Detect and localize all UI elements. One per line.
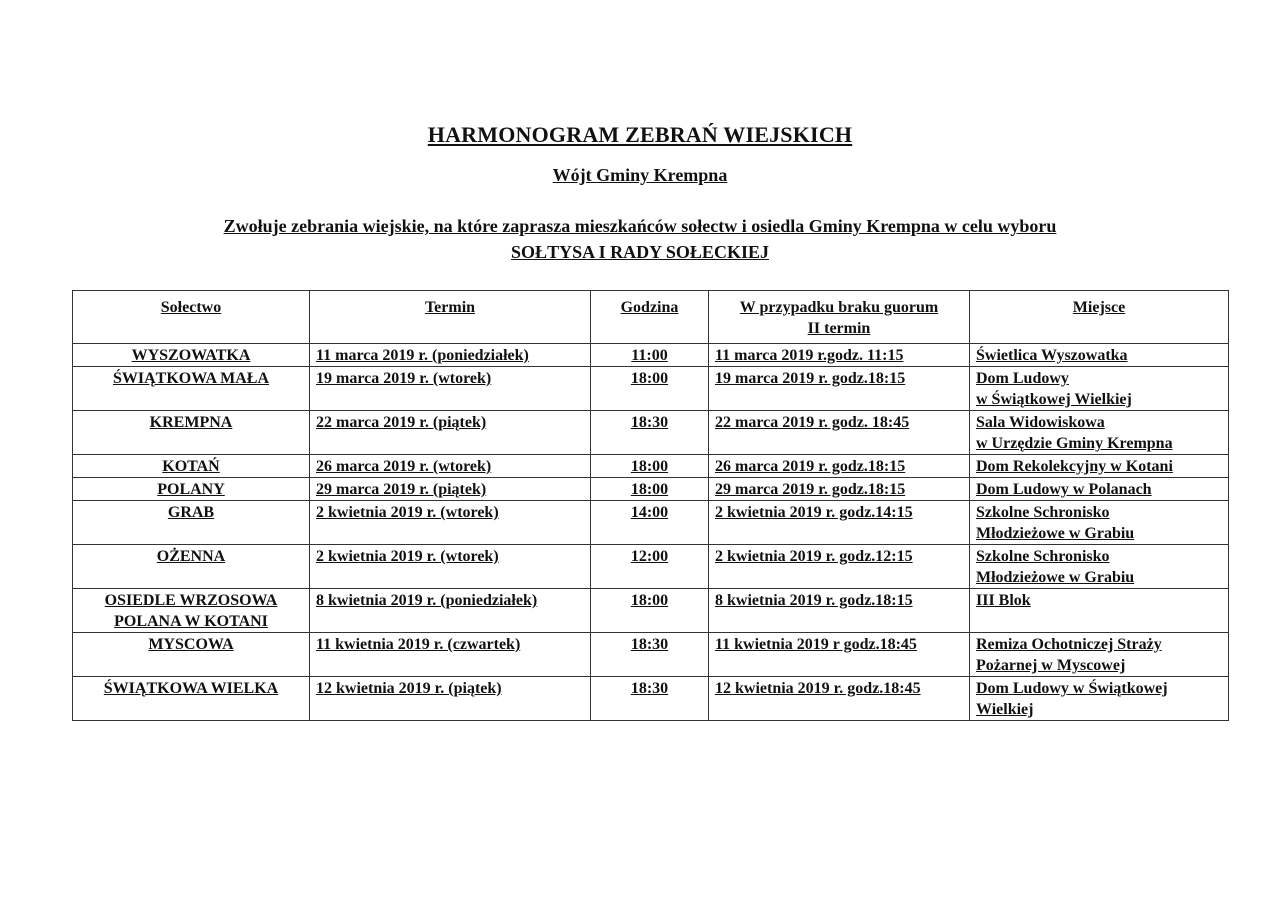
intro-emphasis: SOŁTYSA I RADY SOŁECKIEJ (511, 242, 769, 262)
cell-miejsce (970, 677, 1229, 721)
cell-termin: 22 marca 2019 r. (piątek) (310, 411, 591, 455)
col-header-solectwo: Sołectwo (73, 291, 310, 344)
cell-solectwo (73, 501, 310, 545)
cell-termin: 8 kwietnia 2019 r. (poniedziałek) (310, 589, 591, 633)
cell-miejsce (970, 344, 1229, 367)
intro-text: Zwołuje zebrania wiejskie, na które zaprasza mieszkańców sołectw i osiedla Gminy Krempna w celu wyboru (223, 216, 1057, 236)
table-row (73, 367, 1229, 411)
miejsce-line2: Młodzieżowe w Grabiu (976, 569, 1135, 586)
col-header-ii-termin (709, 291, 970, 344)
cell-solectwo (73, 367, 310, 411)
table-row (73, 344, 1229, 367)
cell-solectwo (73, 545, 310, 589)
table-row (73, 478, 1229, 501)
cell-godzina: 14:00 (591, 501, 709, 545)
col-header-miejsce: Miejsce (970, 291, 1229, 344)
miejsce-line1: III Blok (976, 592, 1031, 609)
cell-solectwo (73, 478, 310, 501)
cell-solectwo (73, 633, 310, 677)
cell-solectwo (73, 411, 310, 455)
solectwo-name: OŻENNA (156, 548, 226, 565)
solectwo-name: ŚWIĄTKOWA WIELKA (103, 680, 279, 697)
miejsce-line1: Świetlica Wyszowatka (976, 347, 1128, 364)
miejsce-line2: Młodzieżowe w Grabiu (976, 525, 1135, 542)
cell-ii-termin: 2 kwietnia 2019 r. godz.12:15 (709, 545, 970, 589)
table-row (73, 677, 1229, 721)
miejsce-line1: Remiza Ochotniczej Straży (976, 636, 1162, 653)
cell-miejsce (970, 455, 1229, 478)
document-title: HARMONOGRAM ZEBRAŃ WIEJSKICH (427, 122, 853, 147)
cell-miejsce (970, 501, 1229, 545)
miejsce-line2: Pożarnej w Myscowej (976, 657, 1126, 674)
cell-termin: 2 kwietnia 2019 r. (wtorek) (310, 545, 591, 589)
cell-ii-termin: 29 marca 2019 r. godz.18:15 (709, 478, 970, 501)
solectwo-name: KOTAŃ (162, 458, 220, 475)
cell-godzina: 18:00 (591, 478, 709, 501)
solectwo-name: ŚWIĄTKOWA MAŁA (112, 370, 270, 387)
cell-solectwo (73, 344, 310, 367)
miejsce-line1: Dom Rekolekcyjny w Kotani (976, 458, 1173, 475)
miejsce-line2: Wielkiej (976, 701, 1034, 718)
cell-ii-termin: 26 marca 2019 r. godz.18:15 (709, 455, 970, 478)
table-row (73, 455, 1229, 478)
cell-miejsce (970, 411, 1229, 455)
solectwo-name: POLANY (157, 481, 225, 498)
miejsce-line1: Sala Widowiskowa (976, 414, 1105, 431)
miejsce-line1: Dom Ludowy (976, 370, 1069, 387)
cell-godzina: 11:00 (591, 344, 709, 367)
cell-ii-termin: 11 kwietnia 2019 r godz.18:45 (709, 633, 970, 677)
cell-ii-termin: 2 kwietnia 2019 r. godz.14:15 (709, 501, 970, 545)
solectwo-name: OSIEDLE WRZOSOWA (104, 592, 278, 609)
cell-ii-termin: 12 kwietnia 2019 r. godz.18:45 (709, 677, 970, 721)
col-header-ii-termin-line2: II termin (807, 320, 871, 337)
table-row (73, 411, 1229, 455)
cell-termin: 11 kwietnia 2019 r. (czwartek) (310, 633, 591, 677)
miejsce-line1: Dom Ludowy w Polanach (976, 481, 1152, 498)
table-row (73, 589, 1229, 633)
cell-ii-termin: 19 marca 2019 r. godz.18:15 (709, 367, 970, 411)
cell-ii-termin: 11 marca 2019 r.godz. 11:15 (709, 344, 970, 367)
solectwo-name-line2: POLANA W KOTANI (114, 613, 268, 630)
cell-ii-termin: 8 kwietnia 2019 r. godz.18:15 (709, 589, 970, 633)
cell-termin: 12 kwietnia 2019 r. (piątek) (310, 677, 591, 721)
cell-miejsce (970, 367, 1229, 411)
solectwo-name: WYSZOWATKA (131, 347, 251, 364)
cell-godzina: 12:00 (591, 545, 709, 589)
table-row (73, 545, 1229, 589)
solectwo-name: KREMPNA (149, 414, 233, 431)
cell-godzina: 18:00 (591, 455, 709, 478)
solectwo-name: MYSCOWA (148, 636, 234, 653)
miejsce-line1: Szkolne Schronisko (976, 548, 1110, 565)
cell-miejsce (970, 545, 1229, 589)
cell-godzina: 18:00 (591, 367, 709, 411)
miejsce-line1: Dom Ludowy w Świątkowej (976, 680, 1168, 697)
document-subtitle: Wójt Gminy Krempna (552, 165, 728, 185)
table-row (73, 633, 1229, 677)
cell-ii-termin: 22 marca 2019 r. godz. 18:45 (709, 411, 970, 455)
cell-godzina: 18:30 (591, 677, 709, 721)
cell-godzina: 18:30 (591, 633, 709, 677)
cell-termin: 2 kwietnia 2019 r. (wtorek) (310, 501, 591, 545)
cell-godzina: 18:30 (591, 411, 709, 455)
miejsce-line2: w Urzędzie Gminy Krempna (976, 435, 1173, 452)
miejsce-line2: w Świątkowej Wielkiej (976, 391, 1132, 408)
cell-godzina: 18:00 (591, 589, 709, 633)
col-header-termin: Termin (310, 291, 591, 344)
cell-miejsce (970, 633, 1229, 677)
cell-solectwo (73, 589, 310, 633)
cell-termin: 11 marca 2019 r. (poniedziałek) (310, 344, 591, 367)
col-header-godzina: Godzina (591, 291, 709, 344)
solectwo-name: GRAB (167, 504, 215, 521)
miejsce-line1: Szkolne Schronisko (976, 504, 1110, 521)
table-header-row (73, 291, 1229, 344)
cell-termin: 26 marca 2019 r. (wtorek) (310, 455, 591, 478)
cell-solectwo (73, 455, 310, 478)
table-row (73, 501, 1229, 545)
schedule-table (72, 290, 1229, 721)
cell-miejsce (970, 478, 1229, 501)
cell-termin: 29 marca 2019 r. (piątek) (310, 478, 591, 501)
cell-termin: 19 marca 2019 r. (wtorek) (310, 367, 591, 411)
cell-solectwo (73, 677, 310, 721)
col-header-ii-termin-line1: W przypadku braku guorum (739, 299, 939, 316)
cell-miejsce (970, 589, 1229, 633)
